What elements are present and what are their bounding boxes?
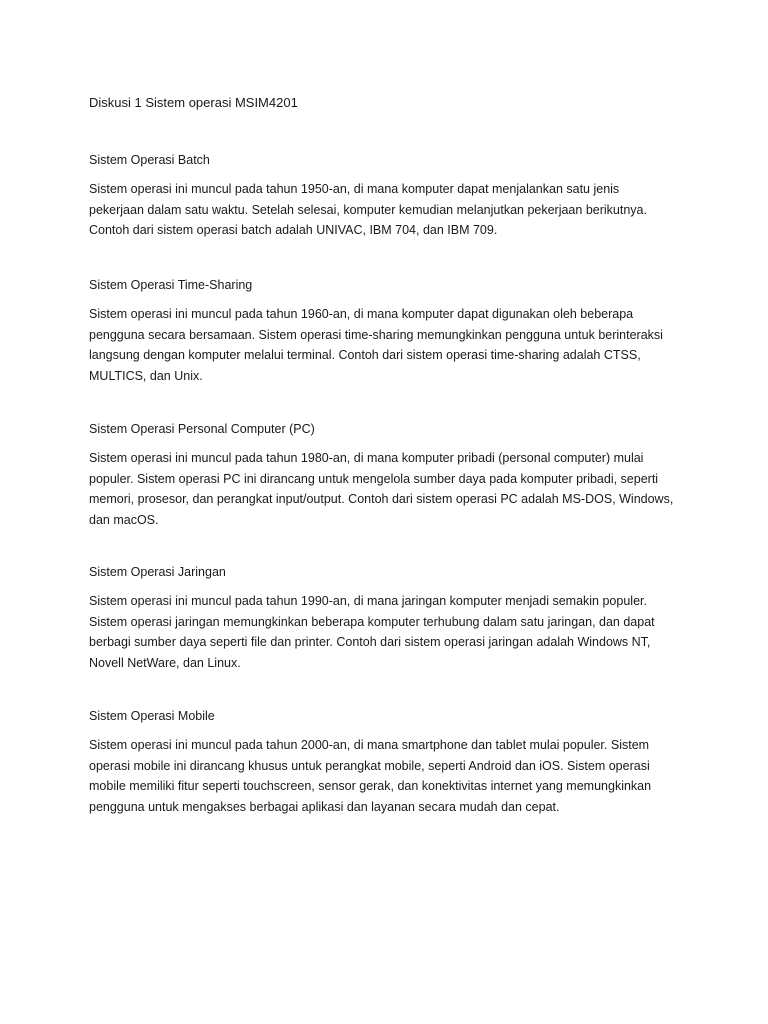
paragraph-line: berbagi sumber daya seperti file dan printer. Contoh dari sistem operasi jaringan adalah Windows NT, <box>89 635 651 649</box>
paragraph-line: Novell NetWare, dan Linux. <box>89 655 241 670</box>
section-heading-time-sharing: Sistem Operasi Time-Sharing <box>89 278 253 292</box>
section-heading-personal-computer: Sistem Operasi Personal Computer (PC) <box>89 422 315 436</box>
section-heading-mobile: Sistem Operasi Mobile <box>89 709 215 723</box>
section-paragraph-time-sharing <box>89 304 689 386</box>
paragraph-line: populer. Sistem operasi PC ini dirancang untuk mengelola sumber daya pada komputer pribadi, seperti <box>89 471 659 486</box>
paragraph-line: mobile memiliki fitur seperti touchscreen, sensor gerak, dan konektivitas internet yang memungkinkan <box>89 779 652 793</box>
paragraph-line: langsung dengan komputer melalui terminal. Contoh dari sistem operasi time-sharing adalah CTSS, <box>89 348 641 362</box>
paragraph-line: dan macOS. <box>89 512 159 527</box>
section-heading-jaringan: Sistem Operasi Jaringan <box>89 565 226 579</box>
paragraph-line: Sistem operasi ini muncul pada tahun 1990-an, di mana jaringan komputer menjadi semakin populer. <box>89 594 647 608</box>
section-heading-batch: Sistem Operasi Batch <box>89 153 210 167</box>
section-paragraph-mobile <box>89 735 689 817</box>
paragraph-line: Contoh dari sistem operasi batch adalah UNIVAC, IBM 704, dan IBM 709. <box>89 223 498 237</box>
section-paragraph-batch <box>89 179 689 241</box>
paragraph-line: MULTICS, dan Unix. <box>89 368 203 383</box>
section-paragraph-jaringan <box>89 591 689 673</box>
document-title: Diskusi 1 Sistem operasi MSIM4201 <box>89 95 298 110</box>
paragraph-line: Sistem operasi jaringan memungkinkan beberapa komputer terhubung dalam satu jaringan, dan dapat <box>89 614 655 629</box>
paragraph-line: pengguna untuk mengakses berbagai aplikasi dan layanan secara mudah dan cepat. <box>89 799 560 814</box>
paragraph-line: operasi mobile ini dirancang khusus untuk perangkat mobile, seperti Android dan iOS. Sistem operasi <box>89 758 650 773</box>
section-paragraph-personal-computer <box>89 448 689 530</box>
paragraph-line: Sistem operasi ini muncul pada tahun 2000-an, di mana smartphone dan tablet mulai populer. Sistem <box>89 738 650 752</box>
paragraph-line: Sistem operasi ini muncul pada tahun 1980-an, di mana komputer pribadi (personal computer) mulai <box>89 451 644 465</box>
paragraph-line: Sistem operasi ini muncul pada tahun 1960-an, di mana komputer dapat digunakan oleh beberapa <box>89 307 634 321</box>
paragraph-line: Sistem operasi ini muncul pada tahun 1950-an, di mana komputer dapat menjalankan satu jenis <box>89 182 620 196</box>
paragraph-line: memori, prosesor, dan perangkat input/output. Contoh dari sistem operasi PC adalah MS-DOS, Windows, <box>89 492 674 506</box>
paragraph-line: pekerjaan dalam satu waktu. Setelah selesai, komputer kemudian melanjutkan pekerjaan berikutnya. <box>89 202 647 217</box>
paragraph-line: pengguna secara bersamaan. Sistem operasi time-sharing memungkinkan pengguna untuk berinteraksi <box>89 327 663 342</box>
